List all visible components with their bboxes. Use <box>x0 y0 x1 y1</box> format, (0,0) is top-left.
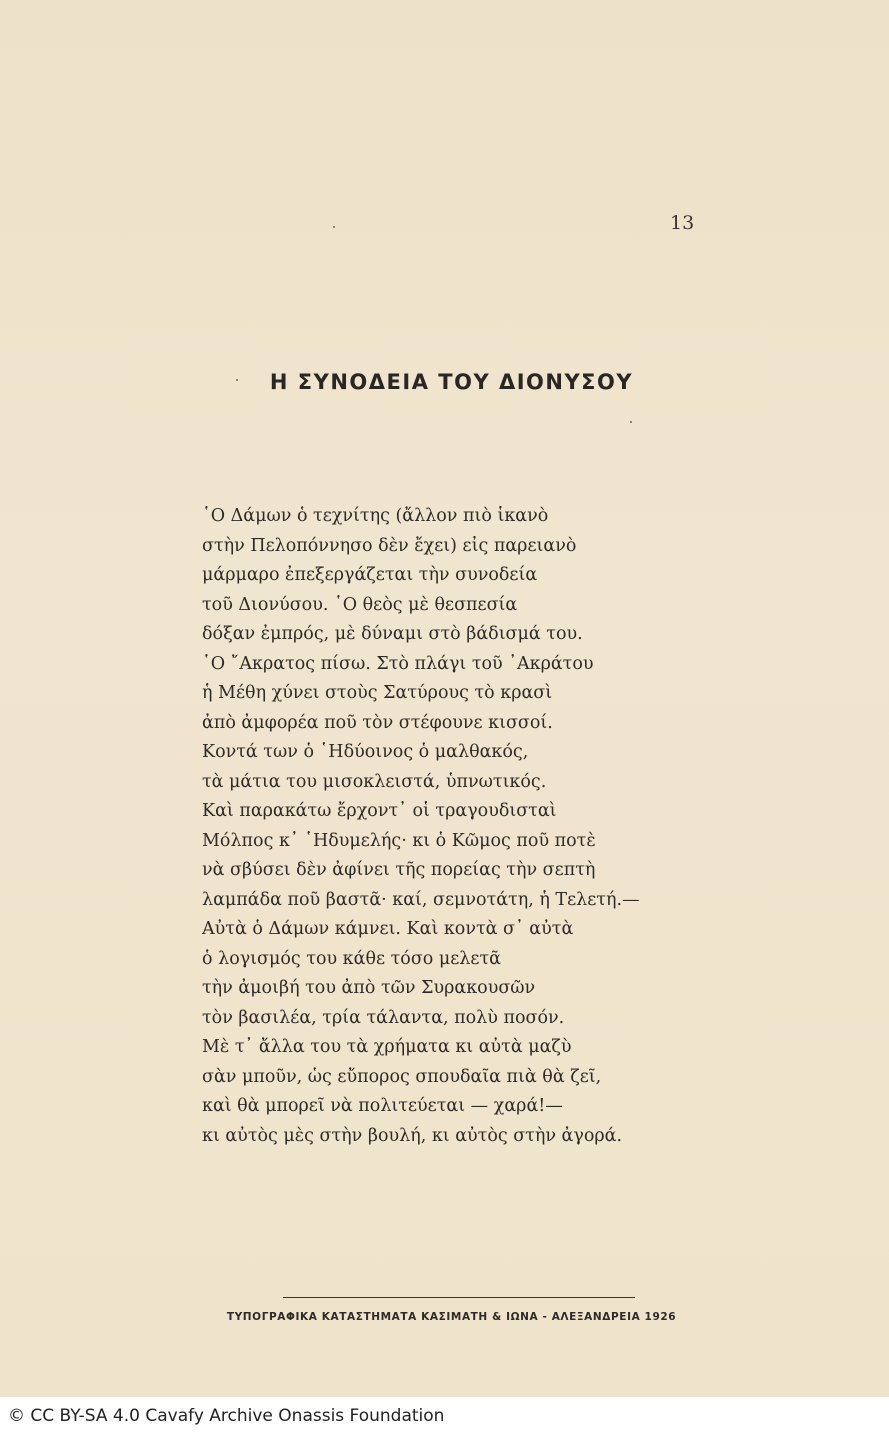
paper-speck <box>630 421 632 423</box>
poem-line: ῾Ο Δάμων ὁ τεχνίτης (ἄλλον πιὸ ἱκανὸ <box>202 506 549 526</box>
poem-line: δόξαν ἐμπρός, μὲ δύναμι στὸ βάδισμά του. <box>202 624 583 644</box>
poem-line: νὰ σβύσει δὲν ἀφίνει τῆς πορείας τὴν σεπτὴ <box>202 860 596 880</box>
footer-divider <box>283 1297 635 1298</box>
poem-line: στὴν Πελοπόννησο δὲν ἔχει) εἰς παρειανὸ <box>202 535 577 556</box>
credit-bar <box>0 1397 889 1438</box>
poem-line: Καὶ παρακάτω ἔρχοντ᾿ οἱ τραγουδισταὶ <box>202 801 557 821</box>
poem-text <box>202 502 640 1151</box>
copyright-credit: © CC BY-SA 4.0 Cavafy Archive Onassis Foundation <box>8 1406 445 1426</box>
poem-line: Κοντά των ὁ ῾Ηδύοινος ὁ μαλθακός, <box>202 742 529 762</box>
poem-line: Μὲ τ᾿ ἄλλα του τὰ χρήματα κι αὐτὰ μαζὺ <box>202 1037 572 1057</box>
poem-line: μάρμαρο ἐπεξεργάζεται τὴν συνοδεία <box>202 565 538 585</box>
poem-line: τὰ μάτια του μισοκλειστά, ὑπνωτικός. <box>202 771 547 792</box>
poem-line: Αὐτὰ ὁ Δάμων κάμνει. Καὶ κοντὰ σ᾿ αὐτὰ <box>202 919 574 939</box>
poem-line: καὶ θὰ μπορεῖ νὰ πολιτεύεται — χαρά!— <box>202 1096 563 1116</box>
poem-line: ἡ Μέθη χύνει στοὺς Σατύρους τὸ κρασὶ <box>202 683 553 703</box>
poem-title: Η ΣΥΝΟΔΕΙΑ ΤΟΥ ΔΙΟΝΥΣΟΥ <box>269 370 634 394</box>
poem-line: ὁ λογισμός του κάθε τόσο μελετᾶ <box>202 948 501 969</box>
poem-line: σὰν μποῦν, ὡς εὔπορος σπουδαῖα πιὰ θὰ ζεῖ, <box>202 1066 602 1087</box>
poem-line: ῾Ο ῎Ακρατος πίσω. Στὸ πλάγι τοῦ ᾿Ακράτου <box>202 653 594 674</box>
printer-imprint: ΤΥΠΟΓΡΑΦΙΚΑ ΚΑΤΑΣΤΗΜΑΤΑ ΚΑΣΙΜΑΤΗ & ΙΩΝΑ - ΑΛΕΞΑΝΔΡΕΙΑ 1926 <box>226 1311 677 1323</box>
page-number: 13 <box>670 212 695 234</box>
poem-line: Μόλπος κ᾿ ῾Ηδυμελής· κι ὁ Κῶμος ποῦ ποτὲ <box>202 830 596 851</box>
poem-line: ἀπὸ ἀμφορέα ποῦ τὸν στέφουνε κισσοί. <box>202 712 553 733</box>
poem-line: τοῦ Διονύσου. ῾Ο θεὸς μὲ θεσπεσία <box>202 594 518 615</box>
poem-line: τὸν βασιλέα, τρία τάλαντα, πολὺ ποσόν. <box>202 1007 565 1028</box>
poem-line: κι αὐτὸς μὲς στὴν βουλή, κι αὐτὸς στὴν ἀγορά. <box>202 1125 623 1146</box>
paper-speck <box>333 226 335 228</box>
poem-line: τὴν ἀμοιβή του ἀπὸ τῶν Συρακουσῶν <box>202 978 536 998</box>
poem-line: λαμπάδα ποῦ βαστᾶ· καί, σεμνοτάτη, ἡ Τελετή.— <box>202 889 640 910</box>
